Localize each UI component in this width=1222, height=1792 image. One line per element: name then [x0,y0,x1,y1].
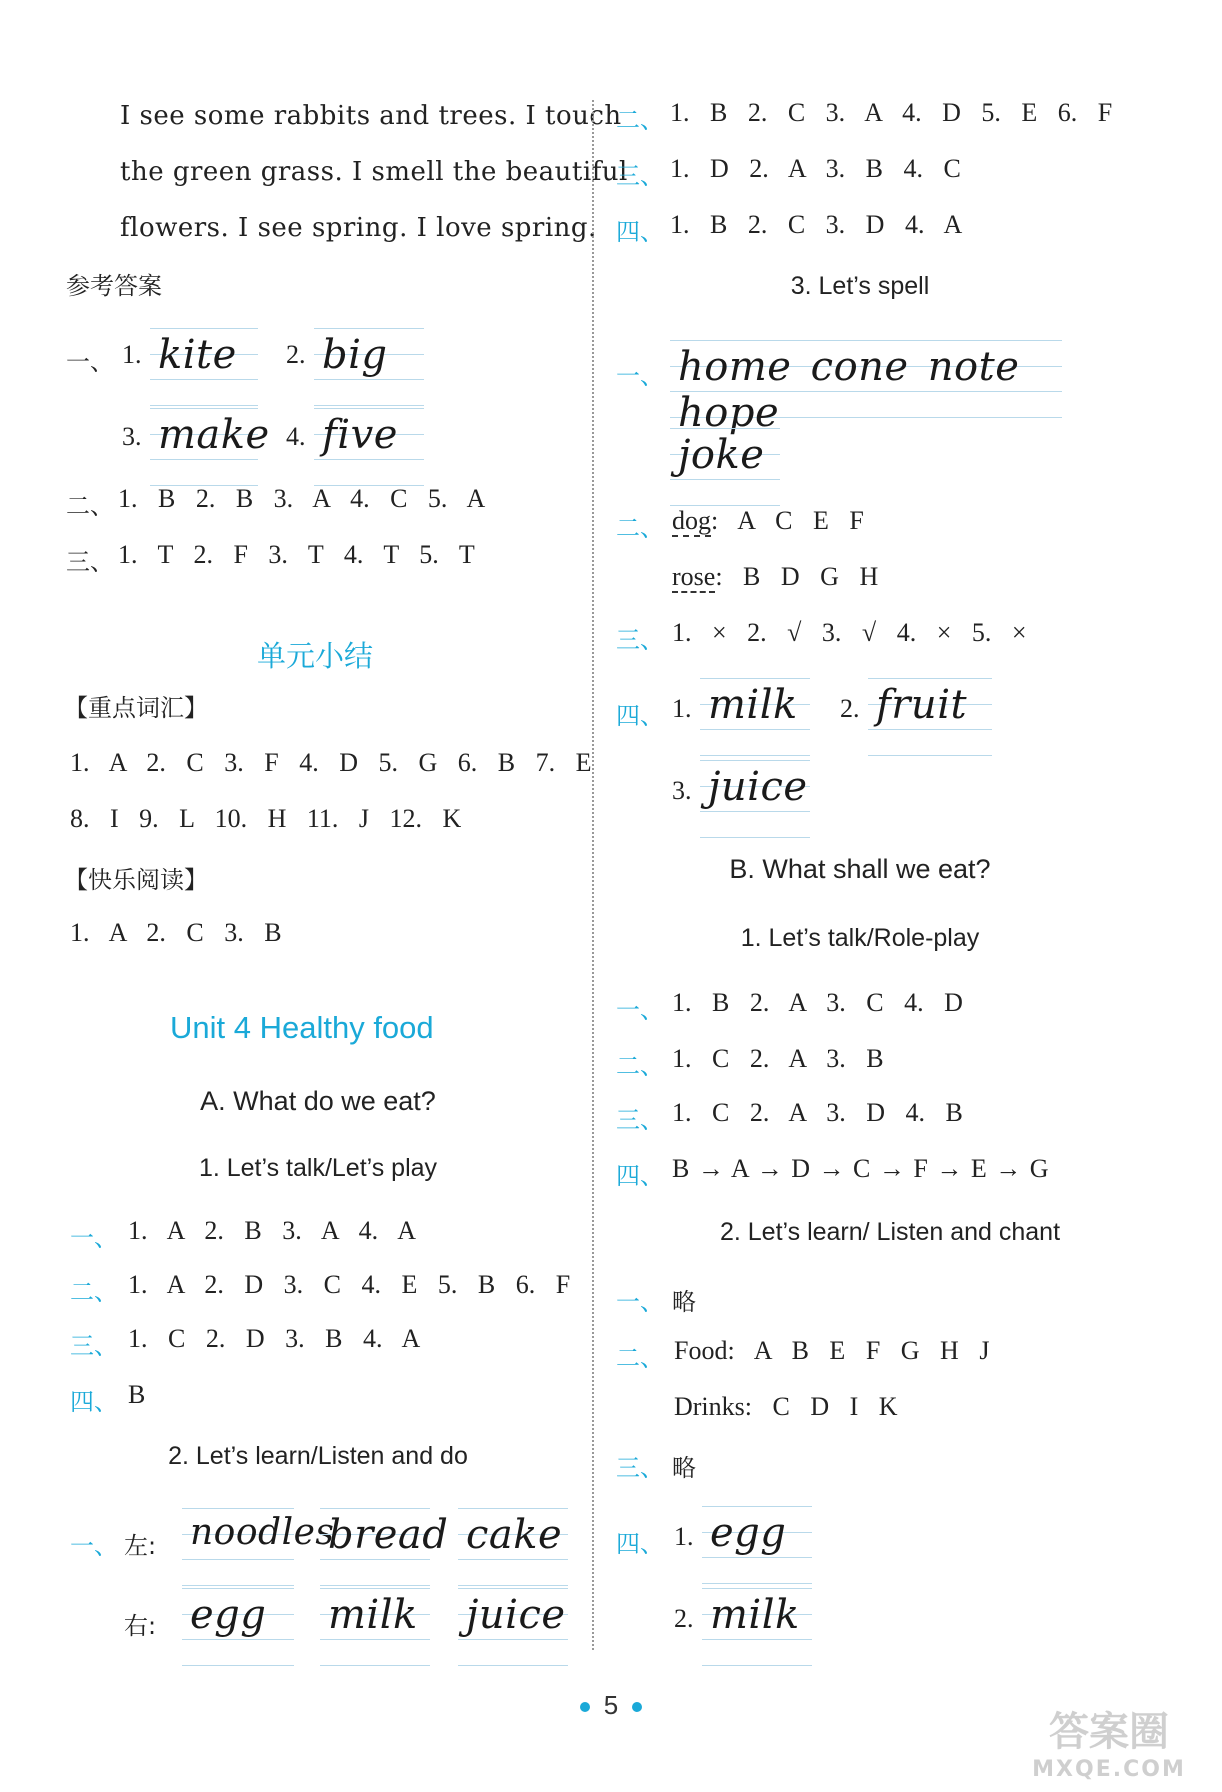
handwritten-word: kite [158,332,237,378]
section-1-label: 一、 [66,348,114,376]
handwritten-word: milk [708,682,798,728]
b-section-3-label: 三、 [616,1106,664,1134]
handwriting-milk-2 [700,678,810,756]
rose-word: rose [672,562,716,591]
lc4-item-2-num: 2. [674,1604,694,1633]
s1-item-2-num: 2. [286,340,306,369]
lc-section-3-label: 三、 [616,1454,664,1482]
a-section-4-label: 四、 [70,1388,118,1416]
b-section-3-answers: 1. C 2. A 3. D 4. B [672,1098,963,1127]
handwriting-cake [458,1508,568,1586]
key-vocab-line-2: 8. I 9. L 10. H 11. J 12. K [70,804,462,833]
sp-section-4-label: 四、 [616,702,664,730]
handwriting-bread [320,1508,449,1586]
lc-section-1-label: 一、 [616,1288,664,1316]
column-divider [592,100,594,1650]
a-section-2-answers: 1. A 2. D 3. C 4. E 5. B 6. F [128,1270,571,1299]
a-section-2-label: 二、 [70,1278,118,1306]
handwritten-word: juice [708,764,808,810]
lc-section-2-label: 二、 [616,1344,664,1372]
sp4-item-2-num: 2. [840,694,860,723]
handwriting-egg [182,1588,294,1666]
sp4-item-3-num: 3. [672,776,692,805]
a-section-3-label: 三、 [70,1332,118,1360]
handwriting-juice [458,1588,568,1666]
r-section-3-answers: 1. D 2. A 3. B 4. C [670,154,961,183]
lc4-item-1-num: 1. [674,1522,694,1551]
learn-do-title: 2. Let’s learn/Listen and do [168,1442,468,1470]
reference-answer-label: 参考答案 [66,272,162,300]
b-section-1-label: 一、 [616,996,664,1024]
handwriting-noodles [182,1508,335,1586]
handwritten-word: milk [328,1592,418,1638]
dog-word: dog [672,506,711,535]
handwritten-word: big [322,332,388,378]
watermark-sub: MXQE.COM [1032,1757,1186,1782]
handwriting-joke [670,428,780,506]
passage-line-2: the green grass. I smell the beautiful [120,157,628,187]
s1-item-4-num: 4. [286,422,306,451]
spell-title: 3. Let’s spell [790,272,930,300]
key-vocab-label: 【重点词汇】 [64,694,208,722]
handwritten-word: fruit [876,682,968,728]
learn-chant-title: 2. Let’s learn/ Listen and chant [719,1218,1061,1246]
lc-section-1-answer: 略 [672,1288,696,1316]
lc-drinks-answers: Drinks: C D I K [674,1392,898,1421]
lc-food-answers: Food: A B E F G H J [674,1336,990,1365]
handwritten-word: bread [328,1512,449,1558]
passage-line-1: I see some rabbits and trees. I touch [120,101,622,131]
section-2-answers: 1. B 2. B 3. A 4. C 5. A [118,484,486,513]
part-b-title: B. What shall we eat? [729,854,991,884]
handwriting-egg-2 [702,1506,812,1584]
r-section-3-label: 三、 [616,162,664,190]
handwriting-fruit [868,678,992,756]
r-section-2-label: 二、 [616,106,664,134]
sp4-item-1-num: 1. [672,694,692,723]
page-number: 5 [603,1690,619,1720]
b-section-4-answers: B → A → D → C → F → E → G [672,1154,1049,1183]
lc-section-3-answer: 略 [672,1454,696,1482]
r-section-4-label: 四、 [616,218,664,246]
talk-play-title: 1. Let’s talk/Let’s play [198,1154,438,1182]
b-section-2-answers: 1. C 2. A 3. B [672,1044,884,1073]
rose-answers: : B D G H [715,562,879,591]
r-section-4-answers: 1. B 2. C 3. D 4. A [670,210,963,239]
talk-role-title: 1. Let’s talk/Role-play [740,924,980,952]
part-a-title: A. What do we eat? [200,1086,436,1116]
handwritten-words: home cone note hope [678,344,1020,436]
sp-section-2-label: 二、 [616,514,664,542]
ld-left-label: 左: [124,1532,157,1560]
handwritten-word: juice [466,1592,566,1638]
handwriting-five [314,408,424,486]
section-3-label: 三、 [66,548,114,576]
b-section-2-label: 二、 [616,1052,664,1080]
passage-line-3: flowers. I see spring. I love spring. [120,213,597,243]
handwriting-milk [320,1588,430,1666]
b-section-4-label: 四、 [616,1162,664,1190]
handwritten-word: egg [190,1592,267,1638]
handwriting-big [314,328,424,406]
r-section-2-answers: 1. B 2. C 3. A 4. D 5. E 6. F [670,98,1113,127]
dog-answers: : A C E F [711,506,864,535]
a-section-4-answers: B [128,1380,146,1409]
dot-icon [632,1702,642,1712]
unit-summary-title: 单元小结 [256,639,373,673]
handwritten-word: make [158,412,270,458]
happy-reading-label: 【快乐阅读】 [64,866,208,894]
handwritten-word: egg [710,1510,787,1556]
dot-icon [580,1702,590,1712]
happy-reading-answers: 1. A 2. C 3. B [70,918,282,947]
sp2-dog-row [672,506,864,536]
sp2-rose-row [672,562,878,592]
a-section-1-answers: 1. A 2. B 3. A 4. A [128,1216,416,1245]
handwriting-kite [150,328,258,406]
key-vocab-line-1: 1. A 2. C 3. F 4. D 5. G 6. B 7. E [70,748,592,777]
handwritten-word: cake [466,1512,563,1558]
s1-item-1-num: 1. [122,340,142,369]
handwritten-word: joke [678,432,765,478]
watermark-main: 答案圈 [1049,1709,1169,1755]
handwritten-word: milk [710,1592,800,1638]
handwriting-milk-3 [702,1588,812,1666]
unit-title: Unit 4 Healthy food [170,1010,434,1045]
a-section-1-label: 一、 [70,1224,118,1252]
sp-section-3-label: 三、 [616,626,664,654]
handwriting-juice-2 [700,760,810,838]
ld-right-label: 右: [124,1612,157,1640]
handwritten-word: five [322,412,398,458]
handwritten-word: noodles [190,1512,335,1553]
s1-item-3-num: 3. [122,422,142,451]
section-3-answers: 1. T 2. F 3. T 4. T 5. T [118,540,475,569]
ld-section-1-label: 一、 [70,1532,118,1560]
sp-section-1-label: 一、 [616,362,664,390]
handwriting-home-cone-note-hope [670,340,1062,436]
handwriting-make [150,408,270,486]
sp-section-3-answers: 1. × 2. √ 3. √ 4. × 5. × [672,618,1027,647]
section-2-label: 二、 [66,492,114,520]
lc-section-4-label: 四、 [616,1530,664,1558]
a-section-3-answers: 1. C 2. D 3. B 4. A [128,1324,421,1353]
watermark-logo [1014,1700,1204,1786]
b-section-1-answers: 1. B 2. A 3. C 4. D [672,988,963,1017]
